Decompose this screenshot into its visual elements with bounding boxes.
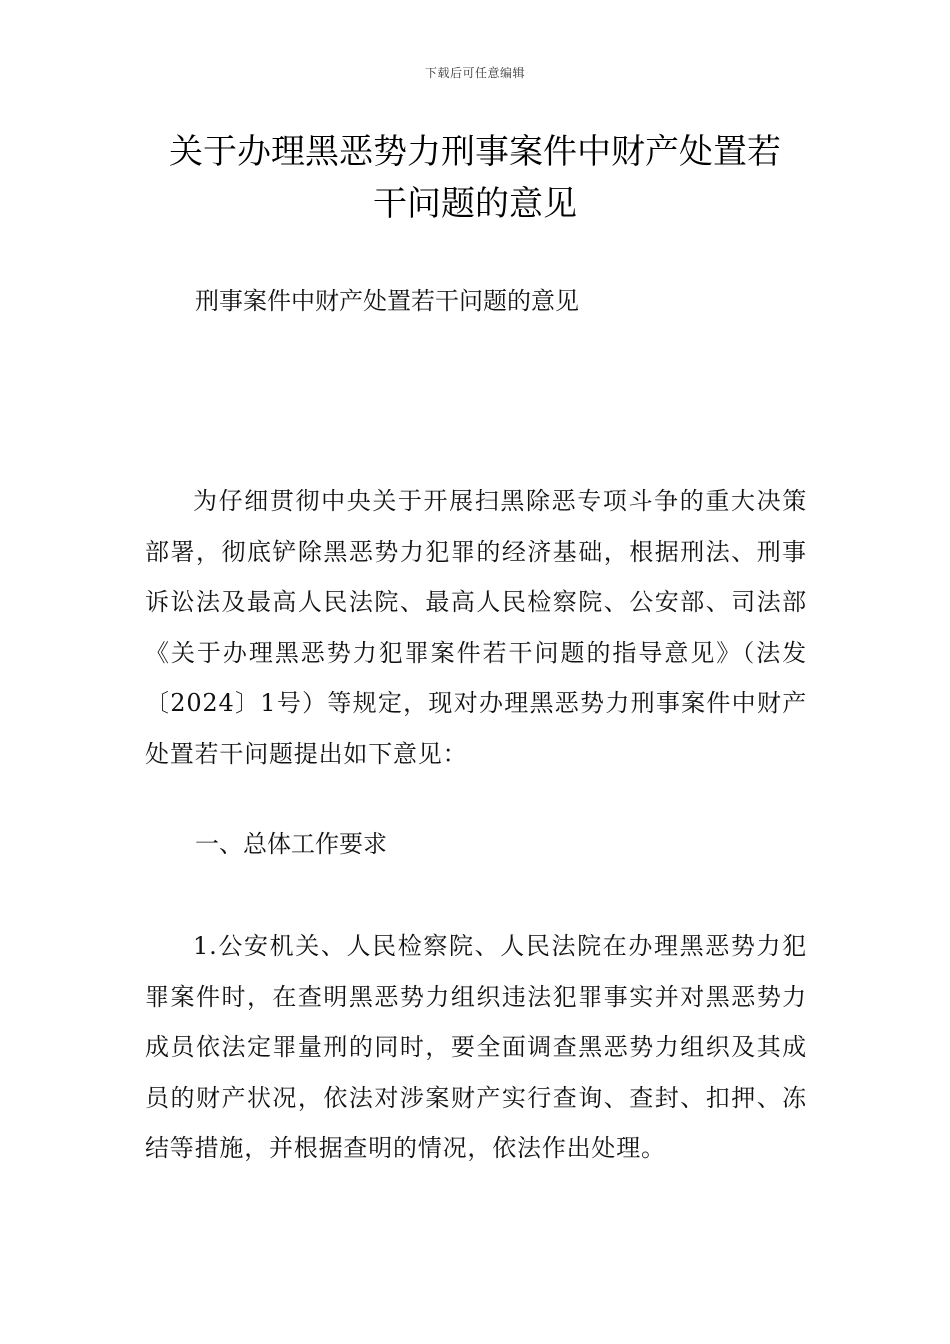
header-note: 下载后可任意编辑 [424, 66, 525, 80]
document-title [135, 126, 815, 230]
section-heading: 一、总体工作要求 [195, 830, 387, 858]
document-subtitle: 刑事案件中财产处置若干问题的意见 [195, 287, 579, 315]
title-line-1: 关于办理黑恶势力刑事案件中财产处置若 [169, 132, 781, 172]
section-item-1: 1.公安机关、人民检察院、人民法院在办理黑恶势力犯罪案件时，在查明黑恶势力组织违法犯罪事实并对黑恶势力成员依法定罪量刑的同时，要全面调查黑恶势力组织及其成员的财产状况，依法对涉案财产实行查询、查封、扣押、冻结等措施，并根据查明的情况，依法作出处理。 [145, 932, 807, 1162]
intro-paragraph: 为仔细贯彻中央关于开展扫黑除恶专项斗争的重大决策部署，彻底铲除黑恶势力犯罪的经济基础，根据刑法、刑事诉讼法及最高人民法院、最高人民检察院、公安部、司法部《关于办理黑恶势力犯罪案件若干问题的指导意见》（法发〔2024〕1号）等规定，现对办理黑恶势力刑事案件中财产处置若干问题提出如下意见： [145, 487, 807, 768]
title-line-2: 干问题的意见 [373, 184, 577, 224]
